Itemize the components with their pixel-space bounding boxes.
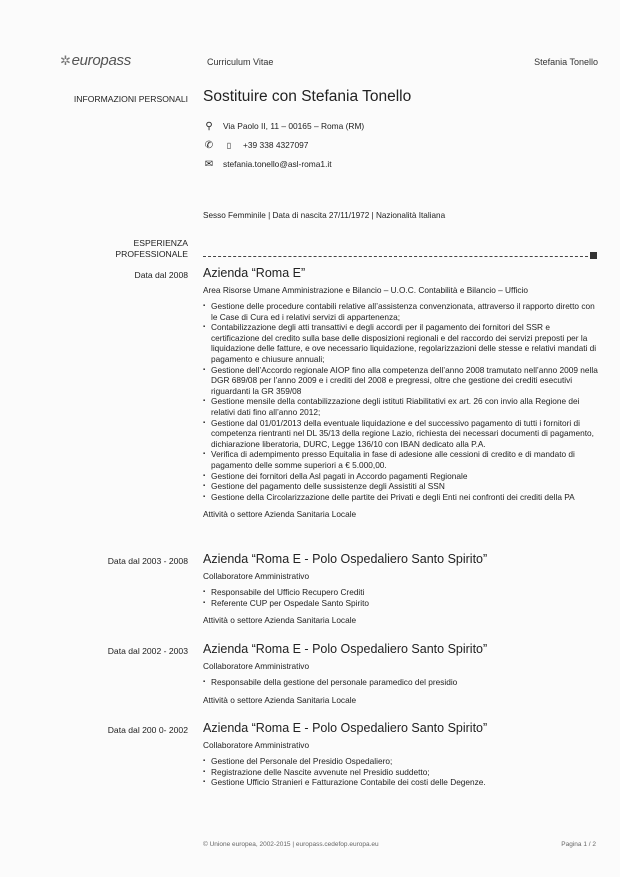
job-entry (203, 642, 598, 705)
job-bullets (203, 677, 598, 688)
job-bullets (203, 587, 598, 608)
job-date: Data dal 2008 (134, 270, 188, 280)
mobile-icon: ▯ (226, 140, 232, 150)
phone-icon: ✆ (204, 139, 214, 151)
job-employer: Azienda “Roma E - Polo Ospedaliero Santo Spirito” (203, 552, 488, 566)
section-label-personal: INFORMAZIONI PERSONALI (73, 94, 188, 104)
list-item: ▪ Gestione dell’Accordo regionale AIOP fino alla competenza dell’anno 2008 tramutato nell’anno 2009 nella DGR 689/08 per l’anno 2009 e i crediti del 2008 e pregressi, oltre che gestione dei crediti esecutivi riguardanti la GR 359/08 (203, 365, 598, 397)
job-entry (203, 552, 598, 625)
sector-label: Attività o settore (203, 615, 263, 626)
phone-row (203, 138, 598, 152)
email-row (203, 157, 598, 171)
job-role: Collaboratore Amministrativo (203, 571, 310, 581)
job-entry (203, 266, 598, 519)
section-label-experience (115, 238, 188, 260)
map-pin-icon: ⚲ (205, 120, 213, 132)
section-label-line: PROFESSIONALE (115, 249, 188, 259)
list-item: ▪ Gestione del pagamento delle sussistenze degli Assistiti al SSN (203, 481, 598, 492)
job-bullets (203, 301, 598, 502)
europass-logo (60, 52, 131, 69)
job-role: Collaboratore Amministrativo (203, 661, 310, 671)
job-date: Data dal 2003 - 2008 (107, 556, 188, 566)
sector-label: Attività o settore (203, 694, 263, 705)
personal-details: Sesso Femminile | Data di nascita 27/11/1972 | Nazionalità Italiana (203, 211, 446, 220)
sector-value: Azienda Sanitaria Locale (264, 615, 357, 626)
list-item: ▪ Responsabile del Ufficio Recupero Crediti (203, 587, 598, 598)
list-item: ▪ Registrazione delle Nascite avvenute nel Presidio suddetto; (203, 767, 598, 778)
job-employer: Azienda “Roma E - Polo Ospedaliero Santo Spirito” (203, 642, 488, 656)
sector-value: Azienda Sanitaria Locale (264, 694, 357, 705)
footer-page-number: Pagina 1 / 2 (561, 841, 596, 848)
full-name: Sostituire con Stefania Tonello (203, 88, 412, 105)
job-sector (203, 615, 598, 625)
section-label-line: ESPERIENZA (133, 238, 188, 248)
job-employer: Azienda “Roma E - Polo Ospedaliero Santo Spirito” (203, 721, 488, 735)
list-item: ▪ Contabilizzazione degli atti transattivi e degli accordi per il pagamento dei fornitori del SSR e certificazione del credito sulla base delle disposizioni regionali e del raccordo dei servizi preposti per la liquidazione delle fatture, e ove necessario liquidazione, regolarizzazioni delle stesse e relativi mandati di pagamento e chiusure annuali; (203, 322, 598, 364)
email-icon: ✉ (204, 158, 214, 170)
sector-value: Azienda Sanitaria Locale (264, 509, 357, 520)
address-row (203, 119, 598, 133)
list-item: ▪ Gestione dei fornitori della Asl pagati in Accordo pagamenti Regionale (203, 471, 598, 482)
list-item: ▪ Referente CUP per Ospedale Santo Spirito (203, 598, 598, 609)
list-item: ▪ Gestione del Personale del Presidio Ospedaliero; (203, 756, 598, 767)
list-item: ▪ Gestione dal 01/01/2013 della eventuale liquidazione e del successivo pagamento di tutti i fornitori di competenza rientranti nel DL 35/13 della regione Lazio, richiesta dei necessari documenti di pagamento, dichiarazione liberatoria, DURC, Legge 136/10 con IBAN dedicato alla P.A. (203, 418, 598, 450)
logo-text: europass (71, 52, 131, 69)
personal-info (203, 88, 598, 171)
job-bullets (203, 756, 598, 788)
phone: +39 338 4327097 (243, 140, 309, 150)
divider-end-marker (590, 252, 597, 259)
list-item: ▪ Gestione Ufficio Stranieri e Fatturazione Contabile dei costi delle Degenze. (203, 777, 598, 788)
document-title: Curriculum Vitae (207, 57, 274, 67)
job-role: Collaboratore Amministrativo (203, 740, 310, 750)
job-date: Data dal 200 0- 2002 (107, 725, 188, 735)
list-item: ▪ Responsabile della gestione del personale paramedico del presidio (203, 677, 598, 688)
job-date: Data dal 2002 - 2003 (107, 646, 188, 656)
job-employer: Azienda “Roma E” (203, 266, 306, 280)
europass-star-icon: ✲ (60, 53, 71, 68)
list-item: ▪ Gestione mensile della contabilizzazione degli istituti Riabilitativi ex art. 26 con invio alla Regione dei relativi dati fino all’anno 2012; (203, 396, 598, 417)
job-role: Area Risorse Umane Amministrazione e Bilancio – U.O.C. Contabilità e Bilancio – Ufficio (203, 285, 528, 295)
section-divider (203, 256, 593, 257)
email-link[interactable]: stefania.tonello@asl-roma1.it (223, 159, 332, 169)
address: Via Paolo II, 11 – 00165 – Roma (RM) (223, 121, 365, 131)
list-item: ▪ Gestione delle procedure contabili relative all’assistenza convenzionata, attraverso il rapporto diretto con le Case di Cura ed i relativi servizi di appartenenza; (203, 301, 598, 322)
list-item: ▪ Verifica di adempimento presso Equitalia in fase di adesione alle cessioni di credito e di mandato di pagamento delle somme superiori a € 5.000,00. (203, 449, 598, 470)
job-sector (203, 509, 598, 519)
list-item: ▪ Gestione della Circolarizzazione delle partite dei Privati e degli Enti nei confronti dei crediti della PA (203, 492, 598, 503)
sector-label: Attività o settore (203, 509, 263, 520)
header-person-name: Stefania Tonello (534, 57, 598, 67)
job-sector (203, 695, 598, 705)
footer-copyright: © Unione europea, 2002-2015 | europass.cedefop.europa.eu (203, 841, 379, 848)
job-entry (203, 721, 598, 788)
